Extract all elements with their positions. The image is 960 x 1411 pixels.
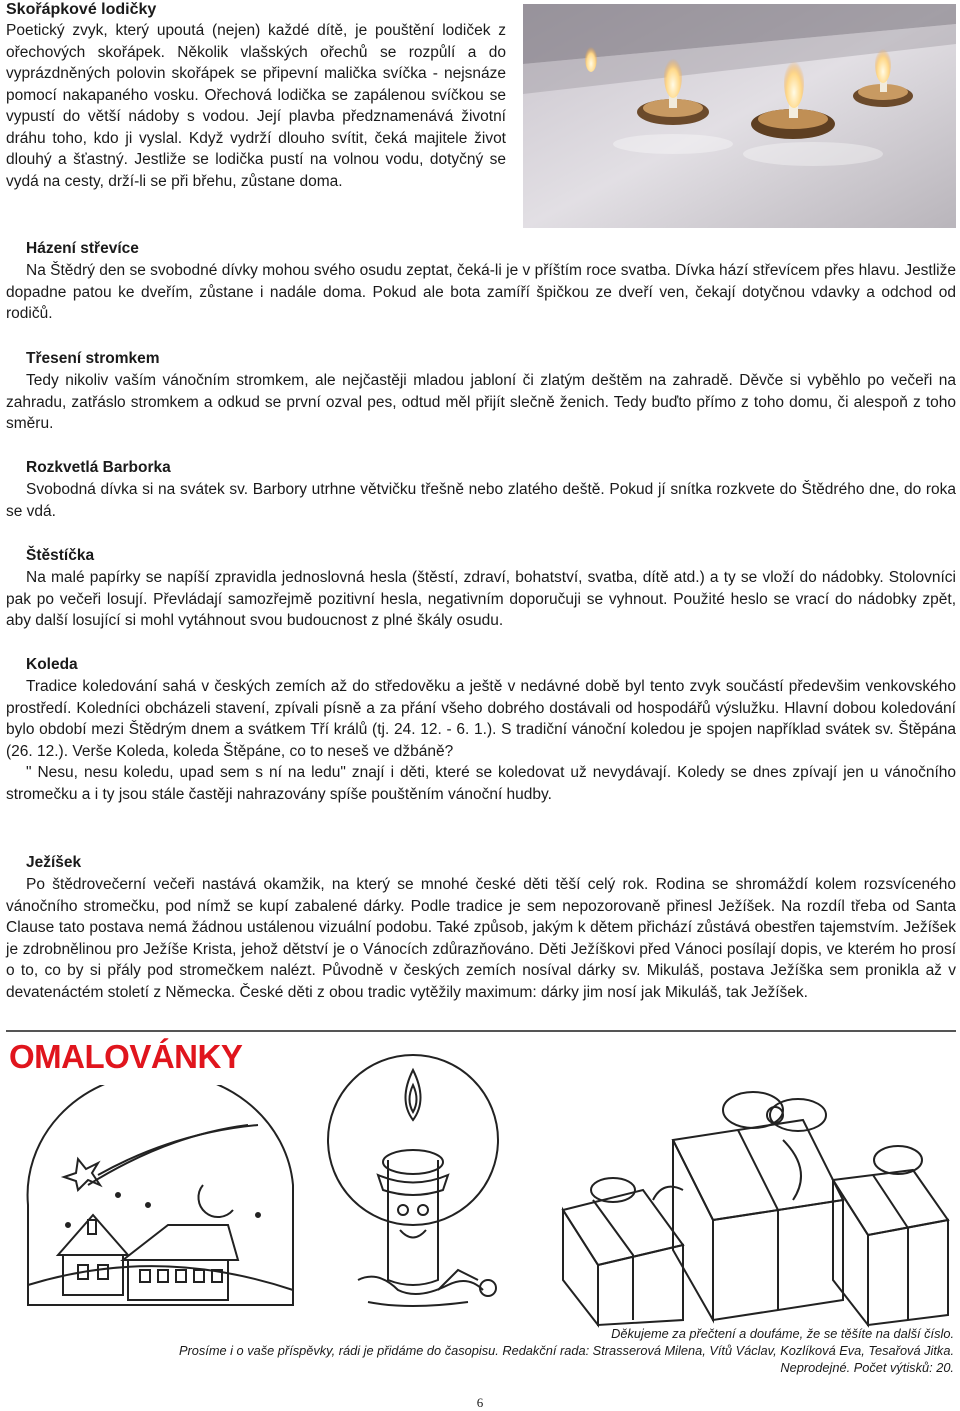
shoe-title: Házení střevíce [26,240,139,257]
jesus-section [6,852,956,1003]
jesus-title: Ježíšek [26,854,82,871]
credits [179,1325,954,1376]
luck-title: Štěstíčka [26,547,95,564]
tree-section [6,348,956,435]
tree-title: Třesení stromkem [26,350,160,367]
carol-text-2: " Nesu, nesu koledu, upad sem s ní na ledu" znají i děti, které se koledovat už nevydávají. Koledy se dnes zpívají jen u vánočního stromečku a i ty jsou stále častěji nahrazovány spíše pouštěním vánoční hudby. [6,764,956,803]
credits-line-2: Prosíme i o vaše příspěvky, rádi je přidáme do časopisu. Redakční rada: Strasserová Milena, Vítů Václav, Kozlíková Eva, Tesařová Jitka. [178,1343,954,1358]
shoe-section [6,238,956,325]
boats-text: Poetický zvyk, který upoutá (nejen) každé dítě, je pouštění lodiček z ořechových skořápek. Několik vlašských ořechů se rozpůlí a do vyprázdněných polovin skořápek se připevní malička svíčka - nejsnáze pomocí nakapaného vosku. Ořechová lodička se zapálenou svíčkou se vypustí do větší nádoby s vodou. Její plavba předznamenává životní dráhu toho, kdo ji vyslal. Když vydrží dlouho svítit, čeká majitele život dlouhý a šťastný. Jestliže se lodička pustí na volnou vodu, dotyčný se vydá na cesty, drží-li se při břehu, zůstane doma. [6,22,506,190]
globe-drawing [8,1085,308,1325]
credits-line-1: Děkujeme za přečtení a doufáme, že se těšíte na další číslo. [611,1326,954,1341]
boats-section [6,0,506,192]
barbora-text: Svobodná dívka si na svátek sv. Barbory utrhne větvičku třešně nebo zlatého deště. Pokud jí snítka rozkvete do Štědrého dne, do roka se vdá. [6,481,956,520]
boats-title: Skořápkové lodičky [6,1,157,18]
credits-line-3: Neprodejné. Počet výtisků: 20. [780,1360,954,1375]
shoe-text: Na Štědrý den se svobodné dívky mohou svého osudu zeptat, čeká-li je v příštím roce svatba. Dívka hází střevícem přes hlavu. Jestliže dopadne patou ke dveřím, zůstane i nadále doma. Pokud ale bota zamíří špičkou ze dveří ven, čekají dotyčnou vdavky a odchod od rodičů. [6,262,956,322]
carol-text-1: Tradice koledování sahá v českých zemích až do středověku a ještě v nedávné době byl tento zvyk součástí předevšim venkovského prostředí. Koledníci obcházeli stavení, zpívali písně a za přání všeho dobrého dostávali od hospodářů výslužku. Hlavní dobou koledování bylo období mezi Štědrým dnem a svátkem Tří králů (tj. 24. 12. - 6. 1.). S tradiční vánoční koledou je spojen například svátek sv. Štěpána (26. 12.). Verše Koleda, koleda Štěpáne, co to neseš ve džbáně? [6,678,956,760]
luck-text: Na malé papírky se napíší zpravidla jednoslovná hesla (štěstí, zdraví, bohatství, svatba, dítě atd.) a ty se vloží do nádobky. Stolovníci pak po večeři losují. Převládají samozřejmě pozitivní hesla, negativním doporučuji se vyhnout. Použité heslo se vrací do nádobky zpět, aby další losující si mohl vytáhnout svou budoucnost z plné škály osudu. [6,569,956,629]
barbora-title: Rozkvetlá Barborka [26,459,171,476]
jesus-text: Po štědrovečerní večeři nastává okamžik, na který se mnohé české děti těší celý rok. Rodina se shromáždí kolem rozsvíceného vánočního stromečku, pod nímž se kupí zabalené dárky. Podle tradice je sem nepozorovaně přinesl Ježíšek. Na rozdíl třeba od Santa Clause tato postava nemá žádnou ustálenou vizuální podobu. Také způsob, jakým k dětem přichází zůstává obestřen tajemstvím. Ježíšek je zdrobnělinou pro Ježíše Krista, jehož dětství je o Vánocích zdůrazňováno. Děti Ježíškovi před Vánoci posílají dopis, ve kterém ho prosí o to, co by si přály pod stromečkem nalézt. Původně v českých zemích nosíval dárky sv. Mikuláš, postava Ježíška sem pronikla až v devatenáctém století z Německa. České děti z obou tradic vytěžily maximum: dárky jim nosí jak Mikuláš, tak Ježíšek. [6,876,956,1001]
gifts-drawing [553,1080,958,1330]
page-number: 6 [476,1395,484,1410]
section-divider [6,1030,956,1032]
walnut-boats-photo [523,4,956,228]
carol-title: Koleda [26,656,78,673]
carol-section [6,654,956,805]
tree-text: Tedy nikoliv vaším vánočním stromkem, ale nejčastěji mladou jabloní či zlatým deštěm na zahradě. Děvče si vyběhlo po večeři na zahradu, zatřáslo stromkem a odkud se první ozval pes, odtud měl přijít slečně ženich. Tedy buďto přímo z toho domu, či alespoň z toho směru. [6,372,956,432]
barbora-section [6,457,956,522]
coloring-title: OMALOVÁNKY [9,1038,243,1075]
luck-section [6,545,956,632]
candle-drawing [318,1040,518,1360]
